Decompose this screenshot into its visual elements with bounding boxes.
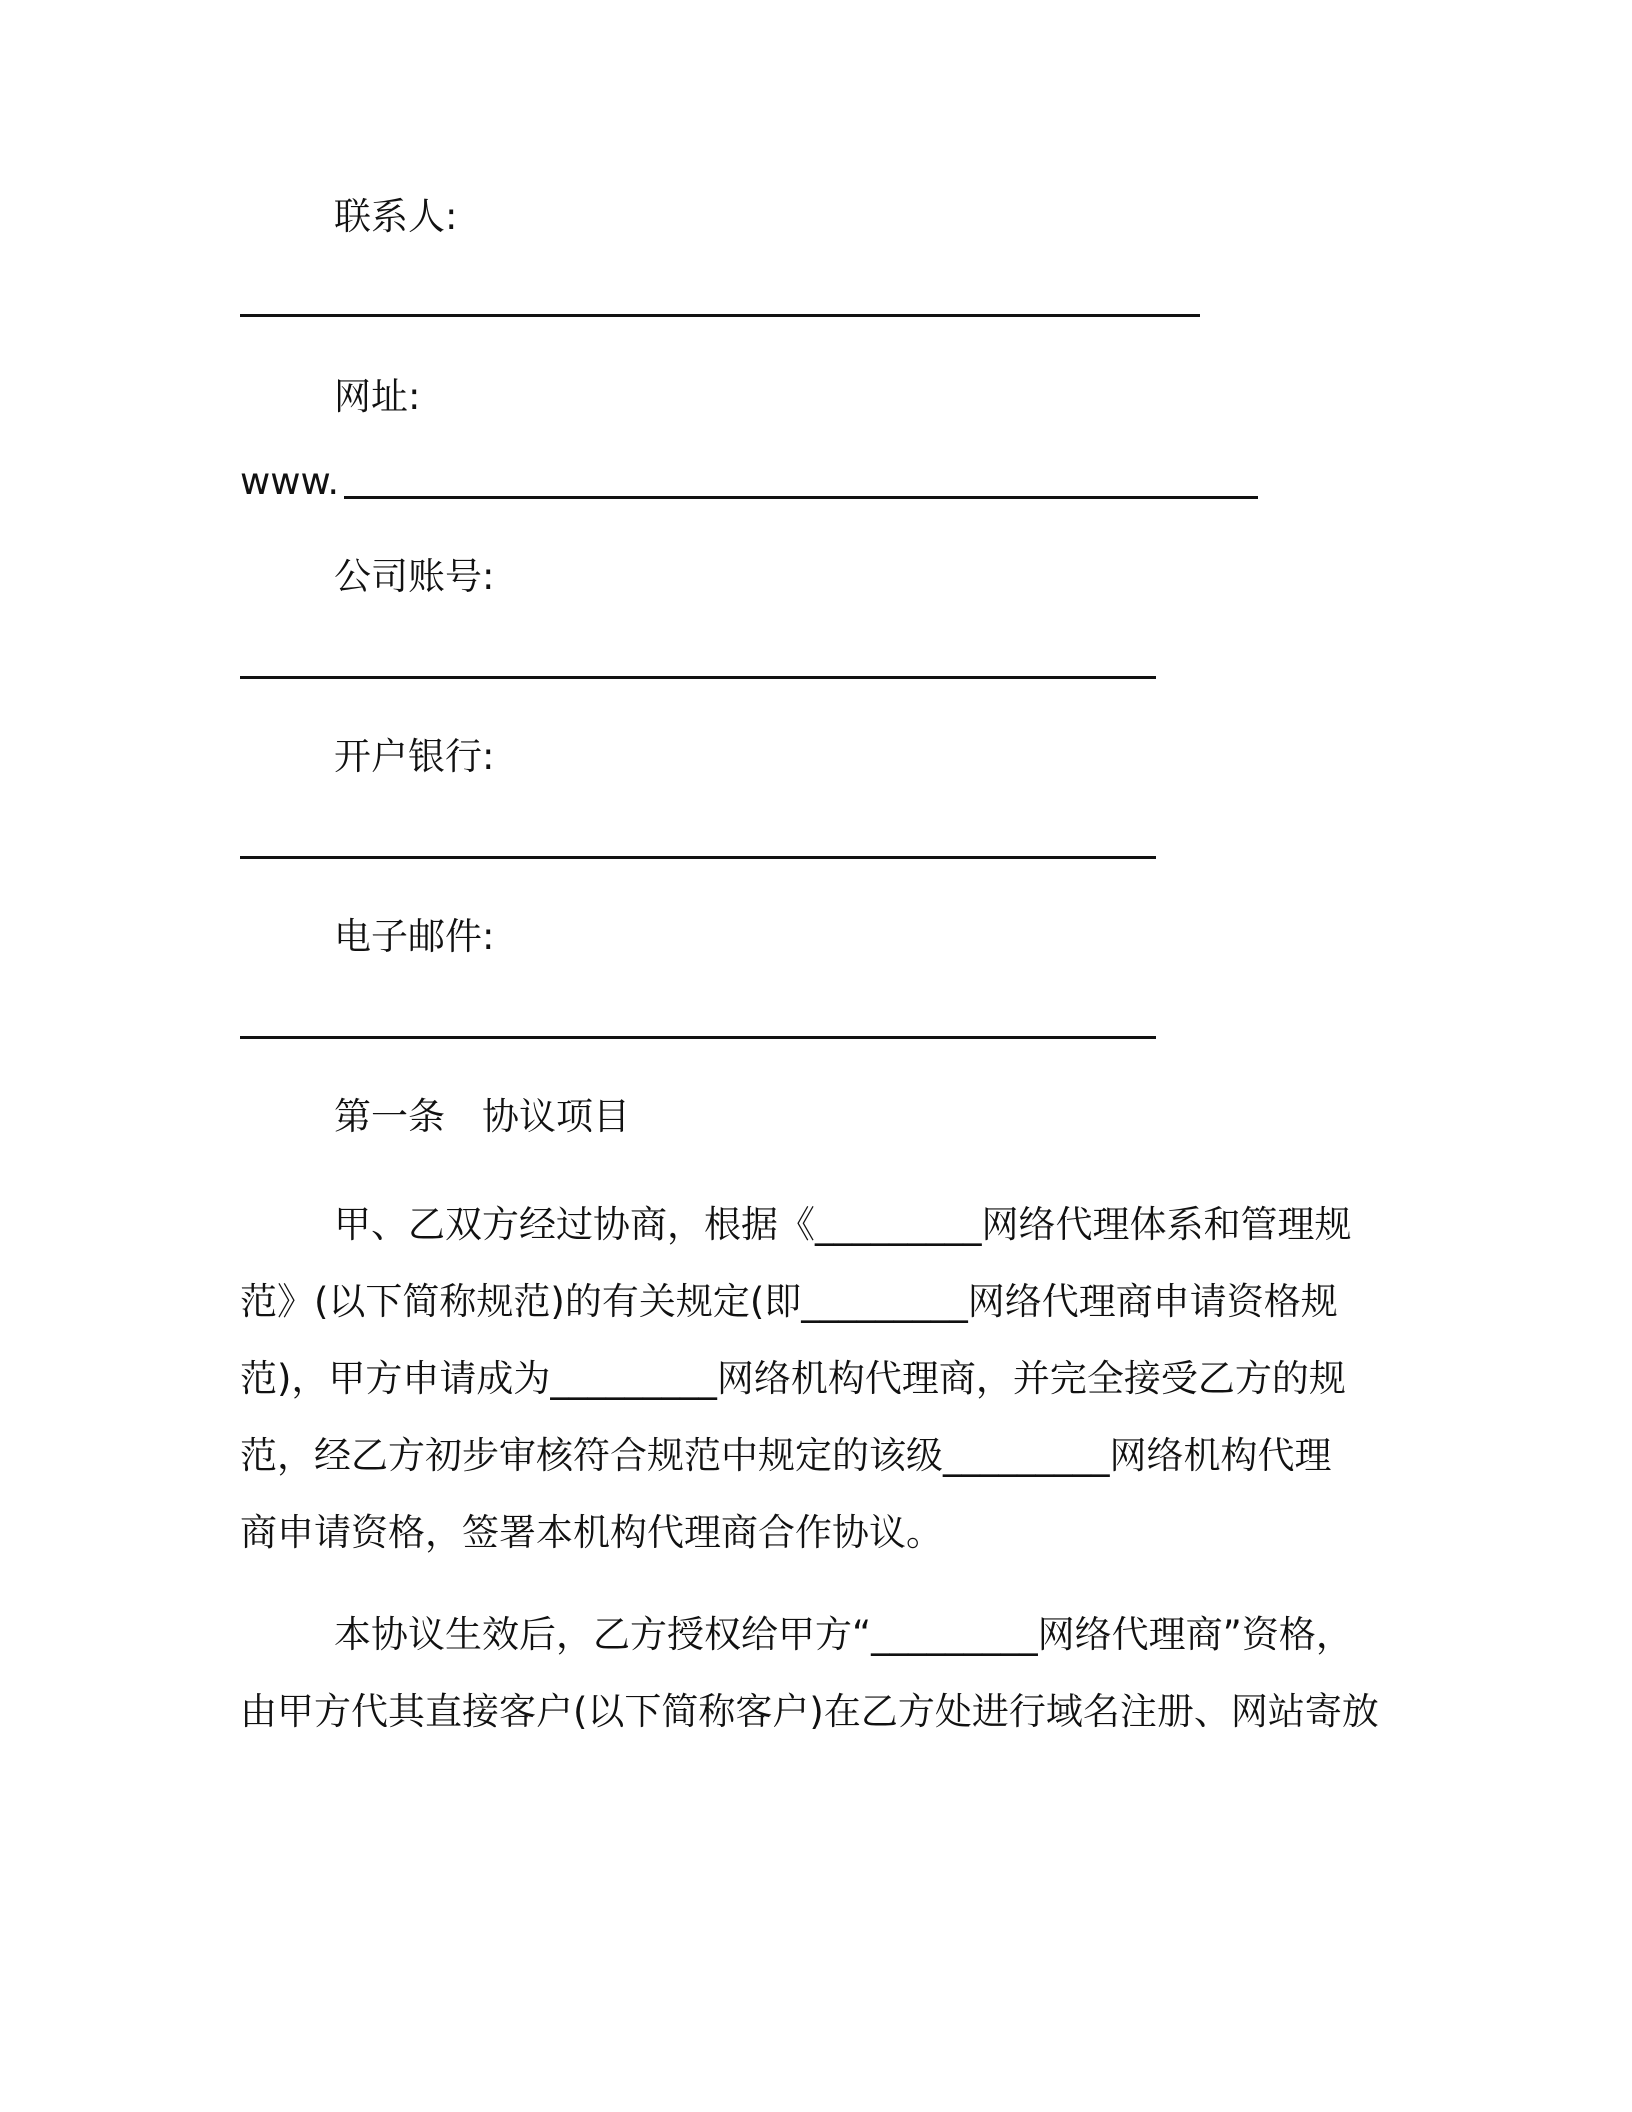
paragraph-line: 本协议生效后，乙方授权给甲方“_________网络代理商”资格，	[334, 1613, 1353, 1656]
paragraph-line: 由甲方代其直接客户(以下简称客户)在乙方处进行域名注册、网站寄放	[240, 1690, 1379, 1733]
email-blank-line	[240, 1036, 1156, 1039]
paragraph-line: 甲、乙双方经过协商，根据《_________网络代理体系和管理规	[334, 1203, 1352, 1246]
account-blank-line	[240, 676, 1156, 679]
paragraph-line: 范，经乙方初步审核符合规范中规定的该级_________网络机构代理	[240, 1434, 1332, 1477]
paragraph-line: 范》(以下简称规范)的有关规定(即_________网络代理商申请资格规	[240, 1280, 1338, 1323]
contact-label: 联系人:	[334, 195, 458, 238]
website-prefix: www.	[240, 460, 340, 503]
article-heading: 第一条 协议项目	[334, 1095, 630, 1138]
article-paragraph-2	[240, 1596, 1400, 1750]
website-label: 网址:	[334, 375, 421, 418]
website-blank-line	[344, 496, 1258, 499]
bank-blank-line	[240, 856, 1156, 859]
paragraph-line: 商申请资格，签署本机构代理商合作协议。	[240, 1511, 943, 1554]
contact-blank-line	[240, 314, 1200, 317]
account-label: 公司账号:	[334, 555, 495, 598]
email-label: 电子邮件:	[334, 915, 495, 958]
article-paragraph-1	[240, 1186, 1400, 1571]
bank-label: 开户银行:	[334, 735, 495, 778]
paragraph-line: 范)，甲方申请成为_________网络机构代理商，并完全接受乙方的规	[240, 1357, 1346, 1400]
